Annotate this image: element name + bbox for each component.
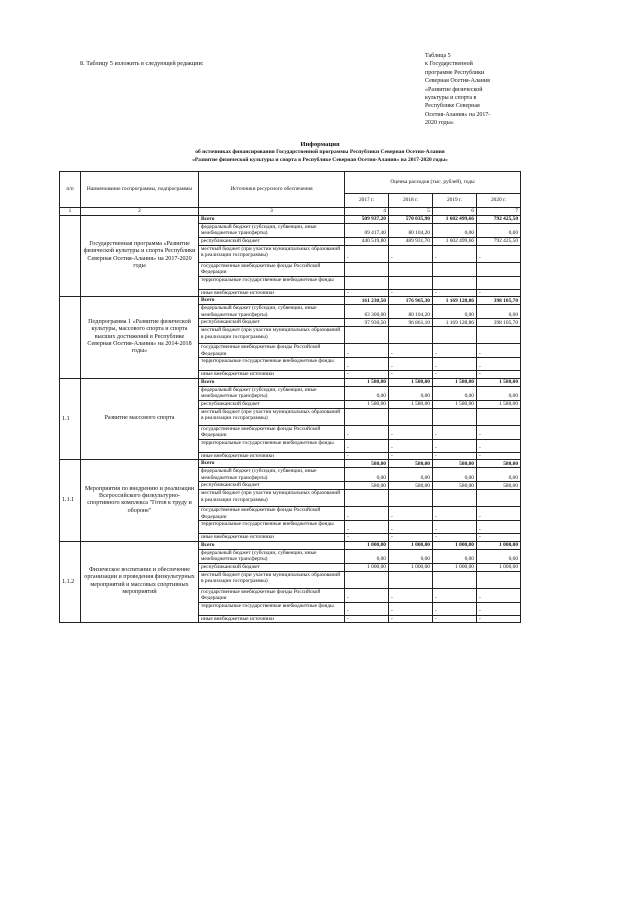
header-np: п/п bbox=[60, 172, 81, 208]
amount-cell bbox=[345, 276, 389, 289]
amount-cell: - bbox=[389, 615, 433, 623]
amount-cell: - bbox=[477, 439, 521, 452]
amount-cell: 0,00 bbox=[477, 305, 521, 319]
amount-cell: - bbox=[389, 245, 433, 262]
amount-cell: - bbox=[389, 507, 433, 521]
amount-cell: - bbox=[345, 358, 389, 371]
amount-cell: 80 104,20 bbox=[389, 305, 433, 319]
funding-source: территориальные государственные внебюджетные фонды bbox=[199, 276, 345, 289]
table-subtitle-2: «Развитие физической культуры и спорта в Республике Северная Осетия-Алания» на 2017-2020 годы» bbox=[192, 157, 448, 163]
amount-cell bbox=[477, 490, 521, 507]
amount-cell: 0,00 bbox=[477, 223, 521, 237]
funding-source: республиканский бюджет bbox=[199, 319, 345, 327]
amount-cell: - bbox=[477, 507, 521, 521]
amount-cell bbox=[389, 327, 433, 344]
amount-cell: - bbox=[345, 371, 389, 379]
amount-cell: - bbox=[345, 602, 389, 615]
amount-cell: - bbox=[389, 425, 433, 439]
program-name: Государственная программа «Развитие физической культуры и спорта Республики Северная Осетия-Алания» на 2017-2020 годы bbox=[81, 215, 199, 297]
table-row bbox=[60, 460, 521, 468]
header-year: 2018 г. bbox=[389, 194, 433, 208]
funding-source: государственные внебюджетные фонды Российской Федерации bbox=[199, 344, 345, 358]
amount-cell: 63 300,00 bbox=[345, 305, 389, 319]
amount-cell: - bbox=[477, 615, 521, 623]
amount-cell: - bbox=[433, 371, 477, 379]
funding-source: Всего bbox=[199, 215, 345, 223]
funding-source: местный бюджет (при участии муниципальных образований в реализации госпрограммы) bbox=[199, 571, 345, 588]
amount-cell: 1 580,00 bbox=[477, 378, 521, 386]
funding-source: местный бюджет (при участии муниципальных образований в реализации госпрограммы) bbox=[199, 490, 345, 507]
amount-cell: - bbox=[389, 358, 433, 371]
amount-cell: - bbox=[433, 289, 477, 297]
col-number: 7 bbox=[477, 208, 521, 216]
amount-cell: - bbox=[433, 344, 477, 358]
col-number: 2 bbox=[81, 208, 199, 216]
amount-cell: - bbox=[433, 507, 477, 521]
table-title: Информация bbox=[300, 141, 340, 148]
col-number: 3 bbox=[199, 208, 345, 216]
financing-table bbox=[59, 171, 521, 623]
funding-source: федеральный бюджет (субсидии, субвенции, иные межбюджетные трансферты) bbox=[199, 305, 345, 319]
funding-source: территориальные государственные внебюджетные фонды bbox=[199, 439, 345, 452]
funding-source: иные внебюджетные источники bbox=[199, 371, 345, 379]
amount-cell: 1 580,00 bbox=[433, 400, 477, 408]
col-number: 6 bbox=[433, 208, 477, 216]
amount-cell: - bbox=[345, 507, 389, 521]
funding-source: федеральный бюджет (субсидии, субвенции, иные межбюджетные трансферты) bbox=[199, 386, 345, 400]
amount-cell bbox=[389, 490, 433, 507]
amount-cell: - bbox=[345, 439, 389, 452]
amount-cell: 1 000,00 bbox=[433, 563, 477, 571]
amount-cell: 0,00 bbox=[345, 468, 389, 482]
header-name: Наименование госпрограммы, подпрограммы bbox=[81, 172, 199, 208]
funding-source: Всего bbox=[199, 378, 345, 386]
col-number: 5 bbox=[389, 208, 433, 216]
amount-cell: 1 602 499,66 bbox=[433, 215, 477, 223]
amount-cell: 580,00 bbox=[345, 482, 389, 490]
amount-cell: - bbox=[433, 425, 477, 439]
amount-cell bbox=[477, 571, 521, 588]
amount-cell: 1 000,00 bbox=[433, 541, 477, 549]
amount-cell: 1 580,00 bbox=[477, 400, 521, 408]
amount-cell: - bbox=[345, 344, 389, 358]
amount-cell bbox=[345, 571, 389, 588]
table-row bbox=[60, 215, 521, 223]
amount-cell: 1 580,00 bbox=[345, 400, 389, 408]
col-number: 4 bbox=[345, 208, 389, 216]
amount-cell: 580,00 bbox=[477, 482, 521, 490]
amount-cell: - bbox=[345, 615, 389, 623]
amount-cell: - bbox=[433, 534, 477, 542]
funding-source: государственные внебюджетные фонды Российской Федерации bbox=[199, 507, 345, 521]
amount-cell: 1 000,00 bbox=[477, 541, 521, 549]
appendix-note bbox=[425, 52, 537, 130]
amount-cell bbox=[389, 276, 433, 289]
amount-cell bbox=[477, 276, 521, 289]
funding-source: федеральный бюджет (субсидии, субвенции, иные межбюджетные трансферты) bbox=[199, 468, 345, 482]
table-subtitle-1: об источниках финансирования Государственной программы Республики Северная Осетия-Алания bbox=[195, 149, 445, 155]
program-name: Подпрограмма 1 «Развитие физической культуры, массового спорта и спорта высших достижений в Республике Северная Осетия-Алания» на 2014-2018 годы» bbox=[81, 297, 199, 379]
header-estimate: Оценка расходов (тыс. рублей), годы bbox=[345, 172, 521, 194]
amount-cell: 0,00 bbox=[433, 223, 477, 237]
amount-cell: 580,00 bbox=[345, 460, 389, 468]
table-row bbox=[60, 541, 521, 549]
amount-cell: 580,00 bbox=[389, 482, 433, 490]
program-name: Физическое воспитание и обеспечение организации и проведения физкультурных мероприятий и массовых спортивных мероприятий bbox=[81, 541, 199, 623]
amount-cell: - bbox=[389, 534, 433, 542]
amount-cell: - bbox=[389, 289, 433, 297]
amount-cell: 1 580,00 bbox=[389, 378, 433, 386]
amount-cell bbox=[345, 408, 389, 425]
amount-cell: - bbox=[477, 534, 521, 542]
amount-cell: 580,00 bbox=[433, 460, 477, 468]
amount-cell: - bbox=[433, 358, 477, 371]
amount-cell bbox=[433, 408, 477, 425]
amount-cell: 1 602 499,66 bbox=[433, 237, 477, 245]
amount-cell: - bbox=[433, 615, 477, 623]
amount-cell: 69 417,40 bbox=[345, 223, 389, 237]
amount-cell: 1 169 128,86 bbox=[433, 297, 477, 305]
amount-cell: 0,00 bbox=[477, 468, 521, 482]
amount-cell: 161 230,50 bbox=[345, 297, 389, 305]
funding-source: государственные внебюджетные фонды Российской Федерации bbox=[199, 262, 345, 276]
program-name: Развитие массового спорта bbox=[81, 378, 199, 460]
funding-source: территориальные государственные внебюджетные фонды bbox=[199, 358, 345, 371]
amount-cell: - bbox=[389, 452, 433, 460]
amount-cell: 580,00 bbox=[389, 460, 433, 468]
amount-cell: 509 937,20 bbox=[345, 215, 389, 223]
amount-cell: - bbox=[389, 602, 433, 615]
amount-cell: 80 104,20 bbox=[389, 223, 433, 237]
amount-cell: - bbox=[477, 344, 521, 358]
amount-cell: 0,00 bbox=[345, 549, 389, 563]
amount-cell: 1 000,00 bbox=[477, 563, 521, 571]
amount-cell: - bbox=[477, 358, 521, 371]
amount-cell: 489 931,70 bbox=[389, 237, 433, 245]
amount-cell: 1 000,00 bbox=[345, 563, 389, 571]
appendix-line: программе Республики bbox=[425, 69, 485, 76]
col-number: 1 bbox=[60, 208, 81, 216]
funding-source: иные внебюджетные источники bbox=[199, 452, 345, 460]
header-year: 2017 г. bbox=[345, 194, 389, 208]
amount-cell: 97 930,50 bbox=[345, 319, 389, 327]
header-source: Источники ресурсного обеспечения bbox=[199, 172, 345, 208]
amount-cell bbox=[345, 327, 389, 344]
amount-cell: 0,00 bbox=[433, 305, 477, 319]
amount-cell: - bbox=[345, 521, 389, 534]
funding-source: республиканский бюджет bbox=[199, 563, 345, 571]
amount-cell: - bbox=[345, 452, 389, 460]
appendix-line: Осетия-Алания» на 2017- bbox=[425, 111, 491, 118]
funding-source: местный бюджет (при участии муниципальных образований в реализации госпрограммы) bbox=[199, 327, 345, 344]
amount-cell: - bbox=[389, 439, 433, 452]
amount-cell: - bbox=[477, 521, 521, 534]
amount-cell: - bbox=[433, 452, 477, 460]
amount-cell bbox=[433, 276, 477, 289]
header-year: 2019 г. bbox=[433, 194, 477, 208]
amount-cell: 0,00 bbox=[389, 549, 433, 563]
funding-source: территориальные государственные внебюджетные фонды bbox=[199, 521, 345, 534]
funding-source: государственные внебюджетные фонды Российской Федерации bbox=[199, 588, 345, 602]
amount-cell: 96 861,10 bbox=[389, 319, 433, 327]
funding-source: республиканский бюджет bbox=[199, 400, 345, 408]
amount-cell: - bbox=[345, 245, 389, 262]
amount-cell: - bbox=[389, 521, 433, 534]
amount-cell: 0,00 bbox=[433, 549, 477, 563]
funding-source: местный бюджет (при участии муниципальных образований в реализации госпрограммы) bbox=[199, 245, 345, 262]
amount-cell: 0,00 bbox=[477, 549, 521, 563]
amount-cell: - bbox=[433, 602, 477, 615]
amount-cell: - bbox=[433, 521, 477, 534]
amount-cell bbox=[433, 327, 477, 344]
amount-cell: 1 580,00 bbox=[345, 378, 389, 386]
intro-text: 8. Таблицу 5 изложить в следующей редакции: bbox=[80, 60, 204, 67]
appendix-line: 2020 годы» bbox=[425, 120, 454, 127]
appendix-line: Таблица 5 bbox=[425, 53, 451, 59]
amount-cell bbox=[389, 408, 433, 425]
amount-cell: 0,00 bbox=[345, 386, 389, 400]
funding-source: Всего bbox=[199, 460, 345, 468]
amount-cell: - bbox=[345, 425, 389, 439]
amount-cell bbox=[389, 571, 433, 588]
amount-cell: - bbox=[477, 245, 521, 262]
amount-cell: - bbox=[433, 245, 477, 262]
row-number: 1.1.2 bbox=[60, 541, 81, 623]
program-name: Мероприятия по внедрению и реализации Всероссийского физкультурно-спортивного комплекса "Готов к труду и обороне" bbox=[81, 460, 199, 542]
amount-cell: 1 000,00 bbox=[345, 541, 389, 549]
appendix-line: Северная Осетия-Алания bbox=[425, 78, 490, 85]
amount-cell bbox=[477, 327, 521, 344]
amount-cell: 1 000,00 bbox=[389, 541, 433, 549]
funding-source: государственные внебюджетные фонды Российской Федерации bbox=[199, 425, 345, 439]
amount-cell: 176 965,30 bbox=[389, 297, 433, 305]
table-body bbox=[60, 215, 521, 623]
appendix-line: к Государственной bbox=[425, 61, 473, 68]
amount-cell bbox=[345, 490, 389, 507]
amount-cell: - bbox=[389, 588, 433, 602]
amount-cell: 0,00 bbox=[477, 386, 521, 400]
amount-cell: 0,00 bbox=[389, 386, 433, 400]
funding-source: республиканский бюджет bbox=[199, 482, 345, 490]
amount-cell: 398 105,70 bbox=[477, 297, 521, 305]
amount-cell: 0,00 bbox=[433, 468, 477, 482]
amount-cell: - bbox=[389, 371, 433, 379]
funding-source: Всего bbox=[199, 297, 345, 305]
funding-source: территориальные государственные внебюджетные фонды bbox=[199, 602, 345, 615]
amount-cell: 580,00 bbox=[477, 460, 521, 468]
amount-cell: 1 169 128,86 bbox=[433, 319, 477, 327]
amount-cell: - bbox=[345, 289, 389, 297]
funding-source: иные внебюджетные источники bbox=[199, 615, 345, 623]
amount-cell: - bbox=[477, 425, 521, 439]
amount-cell: 0,00 bbox=[389, 468, 433, 482]
amount-cell: - bbox=[433, 588, 477, 602]
funding-source: федеральный бюджет (субсидии, субвенции, иные межбюджетные трансферты) bbox=[199, 549, 345, 563]
funding-source: иные внебюджетные источники bbox=[199, 534, 345, 542]
table-row bbox=[60, 297, 521, 305]
amount-cell: 792 425,50 bbox=[477, 237, 521, 245]
amount-cell bbox=[389, 262, 433, 276]
funding-source: Всего bbox=[199, 541, 345, 549]
amount-cell: 792 425,50 bbox=[477, 215, 521, 223]
appendix-line: культуры и спорта в bbox=[425, 95, 477, 102]
amount-cell: 1 580,00 bbox=[389, 400, 433, 408]
table-row bbox=[60, 378, 521, 386]
amount-cell: 0,00 bbox=[433, 386, 477, 400]
amount-cell: 440 519,80 bbox=[345, 237, 389, 245]
amount-cell: - bbox=[477, 602, 521, 615]
funding-source: иные внебюджетные источники bbox=[199, 289, 345, 297]
amount-cell: - bbox=[433, 439, 477, 452]
funding-source: республиканский бюджет bbox=[199, 237, 345, 245]
amount-cell bbox=[477, 262, 521, 276]
amount-cell: 580,00 bbox=[433, 482, 477, 490]
appendix-line: Республике Северная bbox=[425, 103, 480, 110]
amount-cell bbox=[345, 262, 389, 276]
amount-cell: - bbox=[345, 588, 389, 602]
amount-cell: 1 000,00 bbox=[389, 563, 433, 571]
amount-cell: 398 105,70 bbox=[477, 319, 521, 327]
funding-source: местный бюджет (при участии муниципальных образований в реализации госпрограммы) bbox=[199, 408, 345, 425]
amount-cell bbox=[433, 490, 477, 507]
amount-cell: 570 035,90 bbox=[389, 215, 433, 223]
row-number bbox=[60, 297, 81, 379]
amount-cell: - bbox=[389, 344, 433, 358]
amount-cell bbox=[433, 571, 477, 588]
row-number: 1.1.1 bbox=[60, 460, 81, 542]
amount-cell: - bbox=[477, 588, 521, 602]
amount-cell: - bbox=[477, 371, 521, 379]
amount-cell bbox=[433, 262, 477, 276]
amount-cell: - bbox=[477, 289, 521, 297]
amount-cell bbox=[477, 408, 521, 425]
funding-source: федеральный бюджет (субсидии, субвенции, иные межбюджетные трансферты) bbox=[199, 223, 345, 237]
row-number bbox=[60, 215, 81, 297]
row-number: 1.1 bbox=[60, 378, 81, 460]
appendix-line: «Развитие физической bbox=[425, 86, 483, 93]
amount-cell: - bbox=[477, 452, 521, 460]
amount-cell: - bbox=[345, 534, 389, 542]
amount-cell: 1 580,00 bbox=[433, 378, 477, 386]
header-year: 2020 г. bbox=[477, 194, 521, 208]
